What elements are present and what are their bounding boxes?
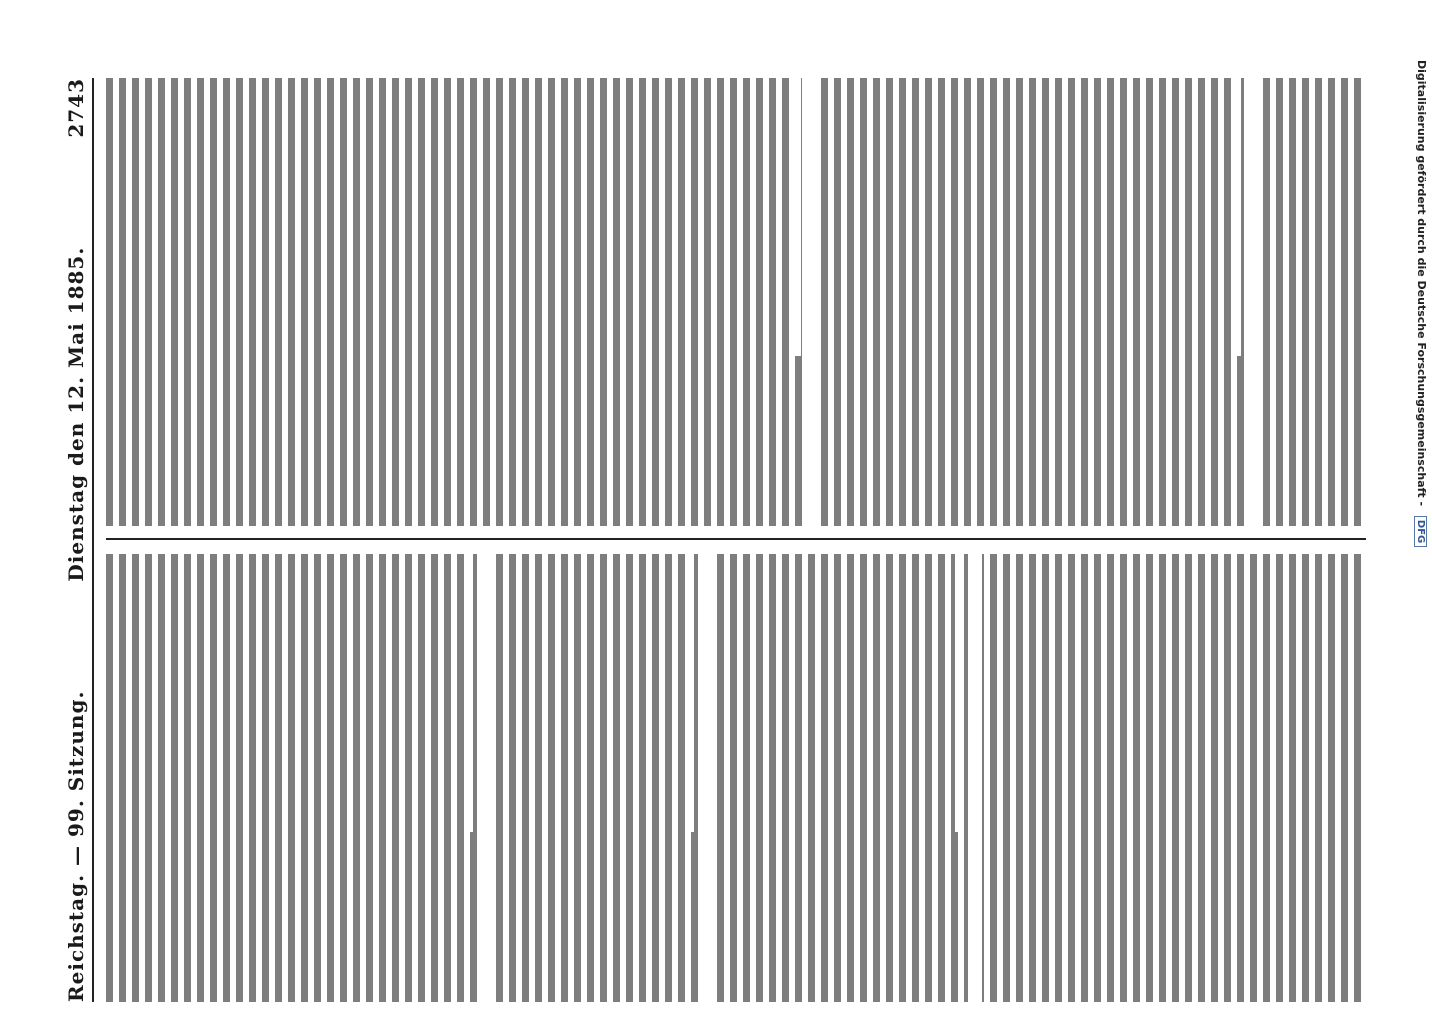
header-publication: Reichstag. — 99. Sitzung.	[64, 690, 88, 1002]
paragraph-break	[478, 554, 492, 1002]
credit-text: Digitalisierung gefördert durch die Deutsche Forschungsgemeinschaft -	[1415, 60, 1428, 507]
illegible-text-lines	[106, 554, 1366, 1002]
dfg-badge: DFG	[1414, 516, 1427, 547]
page-header	[54, 78, 88, 1002]
short-line	[686, 554, 694, 832]
short-line	[465, 554, 473, 832]
page-number: 2743	[64, 78, 88, 138]
paragraph-break	[968, 554, 982, 1002]
illegible-text-lines	[106, 78, 1366, 526]
column-divider	[106, 538, 1366, 540]
text-column-right	[106, 78, 1366, 526]
paragraph-break	[698, 554, 712, 1002]
short-line	[955, 554, 963, 832]
text-column-left	[106, 554, 1366, 1002]
header-date: Dienstag den 12. Mai 1885.	[64, 246, 88, 582]
paragraph-break	[806, 78, 820, 526]
paragraph-break	[1246, 78, 1260, 526]
digitization-credit	[1402, 60, 1428, 1000]
scanned-page	[36, 60, 1396, 1020]
header-rule	[92, 78, 94, 1002]
short-line	[793, 78, 801, 356]
short-line	[1233, 78, 1241, 356]
